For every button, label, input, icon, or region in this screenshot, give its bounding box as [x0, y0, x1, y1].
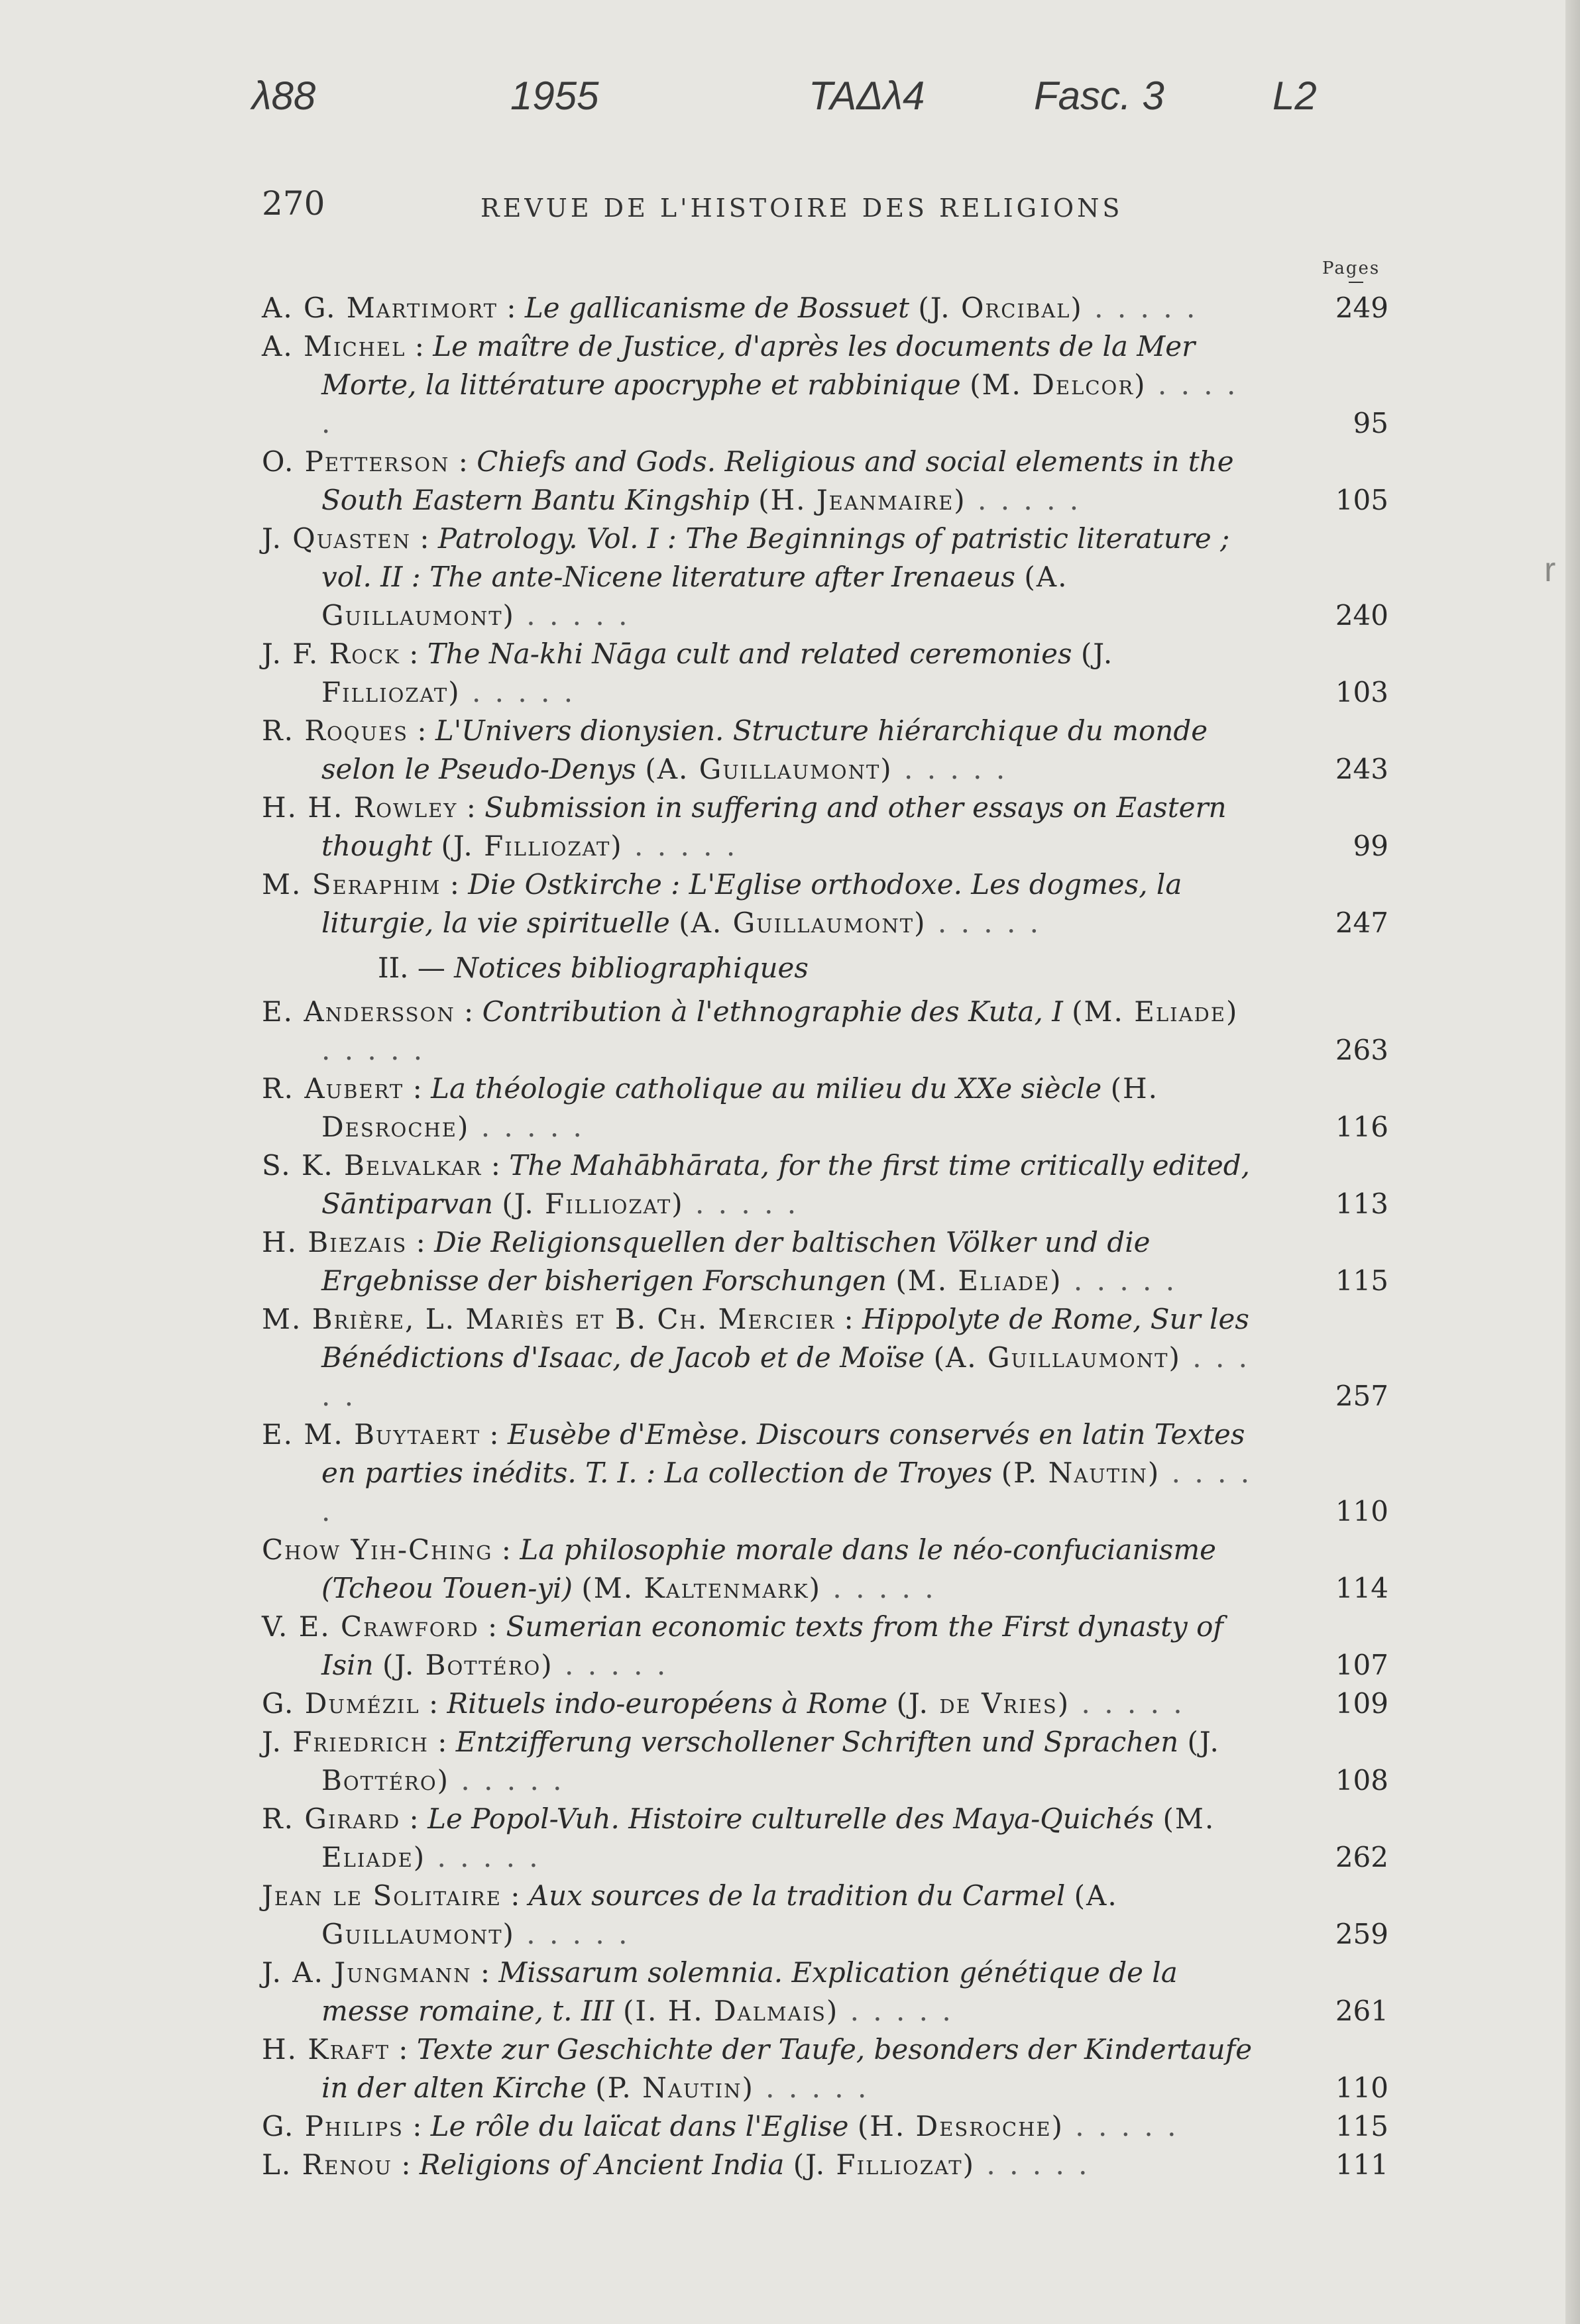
entry-title: Hippolyte de Rome, Sur les Bénédictions d'Isaac, de Jacob et de Moïse — [321, 1303, 1249, 1374]
index-entry — [262, 327, 1388, 443]
entry-title: L'Univers dionysien. Structure hiérarchique du monde selon le Pseudo-Denys — [321, 714, 1208, 785]
entry-page-number: 263 — [1335, 1034, 1388, 1066]
entry-author: S. K. Belvalkar — [262, 1149, 482, 1182]
entry-separator: : — [501, 1879, 529, 1912]
entry-title: Chiefs and Gods. Religious and social elements in the South Eastern Bantu Kingship — [321, 445, 1234, 516]
index-entry — [262, 1877, 1388, 1954]
entry-text — [262, 1531, 1259, 1608]
entry-reviewer: (A. Guillaumont) — [933, 1341, 1181, 1374]
entry-page-number: 99 — [1353, 830, 1388, 862]
entry-text — [262, 1877, 1259, 1954]
entry-reviewer: (M. Eliade) — [321, 1802, 1215, 1873]
entry-separator: : — [404, 1072, 431, 1105]
entry-author: H. Biezais — [262, 1226, 408, 1258]
entry-page-number: 95 — [1353, 407, 1388, 439]
entry-reviewer: (A. Guillaumont) — [321, 1879, 1118, 1950]
entry-page-number: 116 — [1335, 1111, 1388, 1143]
entry-author: A. G. Martimort — [262, 292, 498, 324]
entry-title: Rituels indo-européens à Rome — [447, 1687, 888, 1720]
entry-separator: : — [400, 637, 427, 670]
entry-title: Die Ostkirche : L'Eglise orthodoxe. Les dogmes, la liturgie, la vie spirituelle — [321, 868, 1182, 939]
dot-leader: . . . . . — [425, 1841, 541, 1873]
entry-title: La philosophie morale dans le néo-confucianisme (Tcheou Touen-yi) — [321, 1533, 1217, 1604]
entry-reviewer: (M. Eliade) — [1072, 995, 1239, 1028]
index-entry — [262, 1223, 1388, 1300]
entry-title: Sumerian economic texts from the First dynasty of Isin — [321, 1610, 1223, 1681]
entry-page-number: 115 — [1335, 1264, 1388, 1297]
page-edge-shadow — [1565, 0, 1580, 2324]
entry-author: M. Seraphim — [262, 868, 441, 901]
review-list-part2 — [262, 993, 1388, 2184]
dot-leader: . . . . . — [321, 1341, 1251, 1412]
entry-page-number: 261 — [1335, 1995, 1388, 2027]
entry-separator: : — [471, 1956, 499, 1989]
entry-text — [262, 1685, 1259, 1723]
entry-page-number: 262 — [1335, 1841, 1388, 1873]
index-entry — [262, 789, 1388, 865]
entry-author: A. Michel — [262, 330, 406, 362]
entry-title: Le maître de Justice, d'après les documents de la Mer Morte, la littérature apocryphe et rabbinique — [321, 330, 1196, 401]
section-heading — [262, 949, 1388, 987]
entry-page-number: 257 — [1335, 1380, 1388, 1412]
entry-page-number: 115 — [1335, 2110, 1388, 2142]
entry-separator: : — [389, 2033, 417, 2066]
index-entry — [262, 1146, 1388, 1223]
index-entry — [262, 1531, 1388, 1608]
entry-text — [262, 1800, 1259, 1877]
entry-reviewer: (H. Jeanmaire) — [758, 484, 966, 516]
dot-leader: . . . . . — [553, 1649, 669, 1681]
entry-author: M. Brière, L. Mariès et B. Ch. Mercier — [262, 1303, 836, 1335]
entry-text — [262, 289, 1259, 327]
entry-title: La théologie catholique au milieu du XXe siècle — [431, 1072, 1102, 1105]
entry-separator: : — [407, 1226, 435, 1258]
entry-page-number: 105 — [1335, 484, 1388, 516]
index-entry — [262, 2107, 1388, 2146]
entry-separator: : — [835, 1303, 863, 1335]
dot-leader: . . . . . — [754, 2072, 870, 2104]
dot-leader: . . . . . — [321, 1034, 425, 1066]
entry-separator: : — [403, 2110, 431, 2142]
dot-leader: . . . . . — [514, 1918, 630, 1950]
dot-leader: . . . . . — [622, 830, 738, 862]
index-entry — [262, 443, 1388, 520]
entry-text — [262, 1146, 1259, 1223]
entry-separator: : — [492, 1533, 520, 1566]
entry-page-number: 109 — [1335, 1687, 1388, 1720]
entry-text — [262, 1415, 1259, 1531]
entry-reviewer: (J. Filliozat) — [441, 830, 623, 862]
entry-text — [262, 2107, 1259, 2146]
entry-title: Entzifferung verschollener Schriften und Sprachen — [455, 1726, 1179, 1758]
entry-page-number: 111 — [1335, 2148, 1388, 2181]
index-entry — [262, 1070, 1388, 1146]
entry-page-number: 243 — [1335, 753, 1388, 785]
dot-leader: . . . . . — [683, 1188, 799, 1220]
dot-leader: . . . . . — [966, 484, 1082, 516]
entry-title: Contribution à l'ethnographie des Kuta, I — [482, 995, 1063, 1028]
entry-title: Le Popol-Vuh. Histoire culturelle des Maya-Quichés — [427, 1802, 1155, 1835]
entry-separator: : — [408, 714, 435, 747]
entry-separator: : — [480, 1418, 508, 1451]
pages-label-rule — [1349, 282, 1363, 283]
index-entry — [262, 1415, 1388, 1531]
entry-separator: : — [482, 1149, 510, 1182]
entry-author: J. F. Rock — [262, 637, 400, 670]
entry-separator: : — [410, 522, 438, 555]
index-entry — [262, 1608, 1388, 1685]
entry-text — [262, 993, 1259, 1070]
dot-leader: . . . . . — [926, 907, 1042, 939]
entry-reviewer: (H. Desroche) — [857, 2110, 1064, 2142]
entry-page-number: 114 — [1335, 1572, 1388, 1604]
index-entry — [262, 712, 1388, 789]
entry-reviewer: (J. de Vries) — [896, 1687, 1070, 1720]
review-list-part1 — [262, 289, 1388, 942]
entry-reviewer: (H. Desroche) — [321, 1072, 1158, 1143]
entry-title: Eusèbe d'Emèse. Discours conservés en latin Textes en parties inédits. T. I. : La collection de Troyes — [321, 1418, 1245, 1489]
entry-author: V. E. Crawford — [262, 1610, 479, 1643]
entry-reviewer: (M. Delcor) — [970, 368, 1147, 401]
index-entry — [262, 2030, 1388, 2107]
entry-reviewer: (P. Nautin) — [595, 2072, 754, 2104]
entry-text — [262, 1300, 1259, 1415]
index-entry — [262, 1723, 1388, 1800]
entry-separator: : — [441, 868, 469, 901]
dot-leader: . . . . . — [1063, 2110, 1179, 2142]
entry-separator: : — [392, 2148, 420, 2181]
dot-leader: . . . . . — [975, 2148, 1090, 2181]
entry-separator: : — [479, 1610, 506, 1643]
entry-text — [262, 1223, 1259, 1300]
entry-text — [262, 789, 1259, 865]
dot-leader: . . . . . — [838, 1995, 954, 2027]
pages-column-label: Pages — [1322, 258, 1381, 278]
entry-title: Le rôle du laïcat dans l'Eglise — [430, 2110, 849, 2142]
entry-author: G. Dumézil — [262, 1687, 420, 1720]
handwritten-mark: L2 — [1272, 74, 1317, 118]
entry-author: Chow Yih-Ching — [262, 1533, 493, 1566]
entry-title: Texte zur Geschichte der Taufe, besonders der Kindertaufe in der alten Kirche — [321, 2033, 1253, 2104]
index-entry — [262, 2146, 1388, 2184]
dot-leader: . . . . . — [821, 1572, 936, 1604]
index-entry — [262, 635, 1388, 712]
entry-page-number: 108 — [1335, 1764, 1388, 1797]
entry-separator: : — [457, 791, 485, 824]
dot-leader: . . . . . — [514, 599, 630, 632]
entry-title: The Mahābhārata, for the first time critically edited, Sāntiparvan — [321, 1149, 1250, 1220]
index-entry — [262, 520, 1388, 635]
entry-title: Die Religionsquellen der baltischen Völker und die Ergebnisse der bisherigen Forschungen — [321, 1226, 1151, 1297]
index-entry — [262, 1685, 1388, 1723]
entry-author: E. Andersson — [262, 995, 455, 1028]
entry-page-number: 247 — [1335, 907, 1388, 939]
entry-text — [262, 443, 1259, 520]
dot-leader: . . . . . — [1062, 1264, 1178, 1297]
entry-text — [262, 1723, 1259, 1800]
entry-text — [262, 712, 1259, 789]
entry-author: H. Kraft — [262, 2033, 390, 2066]
entry-reviewer: (A. Guillaumont) — [321, 561, 1068, 632]
entry-reviewer: (J. Filliozat) — [502, 1188, 684, 1220]
entry-page-number: 259 — [1335, 1918, 1388, 1950]
index-entry — [262, 1300, 1388, 1415]
index-entry — [262, 993, 1388, 1070]
entry-separator: : — [406, 330, 433, 362]
entry-reviewer: (J. Filliozat) — [321, 637, 1114, 708]
entry-separator: : — [420, 1687, 447, 1720]
entry-reviewer: (P. Nautin) — [1001, 1457, 1160, 1489]
entry-title: Religions of Ancient India — [419, 2148, 785, 2181]
entry-author: O. Petterson — [262, 445, 450, 478]
entry-reviewer: (J. Orcibal) — [918, 292, 1083, 324]
entry-text — [262, 1608, 1259, 1685]
entry-text — [262, 2146, 1259, 2184]
entry-reviewer: (J. Filliozat) — [793, 2148, 976, 2181]
entry-author: L. Renou — [262, 2148, 392, 2181]
entry-separator: : — [428, 1726, 456, 1758]
dot-leader: . . . . . — [469, 1111, 585, 1143]
entry-page-number: 113 — [1335, 1188, 1388, 1220]
entry-separator: : — [455, 995, 482, 1028]
entry-page-number: 110 — [1335, 1495, 1388, 1527]
entry-separator: : — [400, 1802, 428, 1835]
entry-reviewer: (J. Bottéro) — [382, 1649, 553, 1681]
entry-author: J. Friedrich — [262, 1726, 429, 1758]
entry-text — [262, 635, 1259, 712]
dot-leader: . . . . . — [892, 753, 1008, 785]
entry-title: Le gallicanisme de Bossuet — [524, 292, 909, 324]
section-title: Notices bibliographiques — [454, 952, 809, 984]
entry-page-number: 107 — [1335, 1649, 1388, 1681]
dot-leader: . . . . . — [460, 676, 576, 708]
entry-separator: : — [498, 292, 525, 324]
entry-author: R. Aubert — [262, 1072, 404, 1105]
entry-text — [262, 1070, 1259, 1146]
entry-title: The Na-khi Nāga cult and related ceremonies — [427, 637, 1072, 670]
handwritten-year: 1955 — [510, 74, 599, 118]
entry-text — [262, 2030, 1259, 2107]
entry-page-number: 103 — [1335, 676, 1388, 708]
index-list — [262, 289, 1388, 2184]
entry-page-number: 110 — [1335, 2072, 1388, 2104]
entry-text — [262, 865, 1259, 942]
index-entry — [262, 289, 1388, 327]
entry-title: Submission in suffering and other essays on Eastern thought — [321, 791, 1227, 862]
index-entry — [262, 1800, 1388, 1877]
stray-margin-mark: r — [1544, 551, 1556, 589]
section-number: II. — — [378, 952, 445, 984]
entry-author: J. A. Jungmann — [262, 1956, 472, 1989]
dot-leader: . . . . . — [1082, 292, 1198, 324]
entry-text — [262, 327, 1259, 443]
handwritten-mark: λ88 — [252, 74, 316, 118]
dot-leader: . . . . . — [321, 368, 1239, 439]
handwritten-mark: TAΔλ4 — [809, 74, 925, 118]
entry-author: R. Roques — [262, 714, 408, 747]
index-entry — [262, 865, 1388, 942]
entry-title: Missarum solemnia. Explication génétique de la messe romaine, t. III — [321, 1956, 1178, 2027]
entry-title: Patrology. Vol. I : The Beginnings of patristic literature ; vol. II : The ante-Nicene literature after Irenaeus — [321, 522, 1230, 593]
dot-leader: . . . . . — [1070, 1687, 1185, 1720]
entry-page-number: 249 — [1335, 292, 1388, 324]
page-number: 270 — [262, 184, 325, 223]
dot-leader: . . . . . — [449, 1764, 565, 1797]
entry-author: Jean le Solitaire — [262, 1879, 502, 1912]
entry-page-number: 240 — [1335, 599, 1388, 632]
entry-author: J. Quasten — [262, 522, 411, 555]
running-title: REVUE DE L'HISTOIRE DES RELIGIONS — [480, 194, 1123, 223]
entry-reviewer: (M. Eliade) — [895, 1264, 1062, 1297]
entry-text — [262, 520, 1259, 635]
entry-author: H. H. Rowley — [262, 791, 458, 824]
index-entry — [262, 1954, 1388, 2030]
entry-reviewer: (I. H. Dalmais) — [622, 1995, 839, 2027]
dot-leader: . . . . . — [321, 1457, 1253, 1527]
entry-reviewer: (J. Bottéro) — [321, 1726, 1220, 1797]
entry-author: G. Philips — [262, 2110, 404, 2142]
entry-title: Aux sources de la tradition du Carmel — [528, 1879, 1066, 1912]
entry-text — [262, 1954, 1259, 2030]
handwritten-note — [252, 73, 1379, 152]
entry-author: R. Girard — [262, 1802, 401, 1835]
entry-reviewer: (A. Guillaumont) — [679, 907, 927, 939]
entry-reviewer: (A. Guillaumont) — [645, 753, 893, 785]
entry-separator: : — [449, 445, 477, 478]
entry-author: E. M. Buytaert — [262, 1418, 481, 1451]
entry-reviewer: (M. Kaltenmark) — [581, 1572, 822, 1604]
handwritten-fascicle: Fasc. 3 — [1034, 74, 1164, 118]
